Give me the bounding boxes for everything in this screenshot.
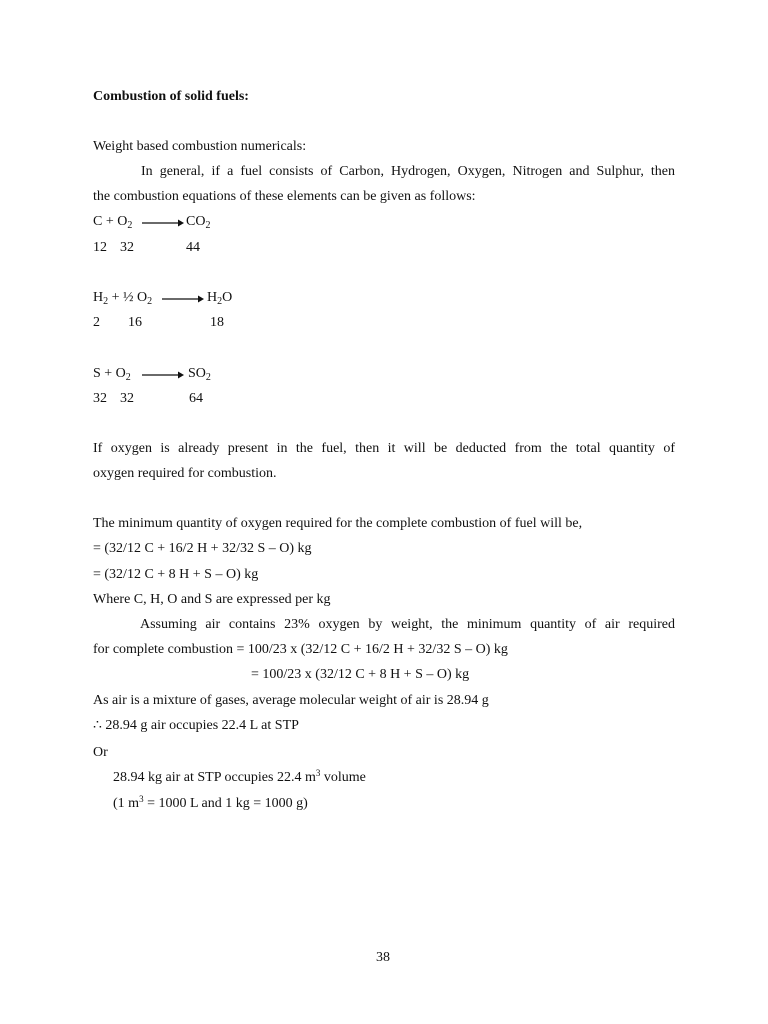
eq3-reactants: $S + O_2$ [93, 366, 131, 383]
subheading: Weight based combustion numericals: [93, 139, 307, 154]
intro-line-1: In general, if a fuel consists of Carbon, Hydrogen, Oxygen, Nitrogen and Sulphur, then [141, 164, 675, 179]
air-volume: 28.94 kg air at STP occupies 22.4 $m^3$ volume [113, 768, 366, 785]
reaction-arrow-icon [142, 218, 184, 228]
eq1-weight-1: 12 [93, 240, 107, 255]
eq3-weight-1: 32 [93, 391, 107, 406]
eq2-weight-3: 18 [210, 315, 224, 330]
eq3-product: $SO_2$ [188, 366, 211, 383]
eq1-weight-2: 32 [120, 240, 134, 255]
air-line-2: for complete combustion = 100/23 x (32/12 C + 16/2 H + 32/32 S – O) kg [93, 642, 508, 657]
air-molecular-weight: As air is a mixture of gases, average molecular weight of air is 28.94 g [93, 693, 489, 708]
eq1-reactants: $C + O_2$ [93, 214, 133, 231]
intro-line-2: the combustion equations of these elements can be given as follows: [93, 189, 476, 204]
section-heading: Combustion of solid fuels: [93, 89, 249, 104]
air-or: Or [93, 745, 108, 760]
air-line-3: = 100/23 x (32/12 C + 8 H + S – O) kg [251, 667, 470, 682]
eq2-product: $H_2O$ [207, 290, 233, 307]
reaction-arrow-icon [142, 370, 184, 380]
reaction-arrow-icon [162, 294, 204, 304]
air-line-1: Assuming air contains 23% oxygen by weight, the minimum quantity of air required [140, 617, 675, 632]
eq1-weight-3: 44 [186, 240, 200, 255]
oxygen-note-line-2: oxygen required for combustion. [93, 466, 277, 481]
min-oxygen-equation-1: = (32/12 C + 16/2 H + 32/32 S – O) kg [93, 541, 312, 556]
min-oxygen-equation-2: = (32/12 C + 8 H + S – O) kg [93, 567, 259, 582]
min-oxygen-where: Where C, H, O and S are expressed per kg [93, 592, 331, 607]
air-unit-conversion: (1 $m^3 = 1000$ L and 1 kg = 1000 g) [113, 794, 308, 811]
eq1-product: $CO_2$ [186, 214, 211, 231]
oxygen-note-line-1: If oxygen is already present in the fuel, then it will be deducted from the total quantity of [93, 441, 675, 456]
page-number: 38 [376, 950, 390, 965]
eq2-weight-2: 16 [128, 315, 142, 330]
eq2-weight-1: 2 [93, 315, 100, 330]
min-oxygen-intro: The minimum quantity of oxygen required for the complete combustion of fuel will be, [93, 516, 583, 531]
air-therefore: ∴ 28.94 g air occupies 22.4 L at STP [93, 718, 299, 733]
eq2-reactants: $H_2$ + ½ $O_2$ [93, 290, 153, 307]
eq3-weight-2: 32 [120, 391, 134, 406]
eq3-weight-3: 64 [189, 391, 203, 406]
